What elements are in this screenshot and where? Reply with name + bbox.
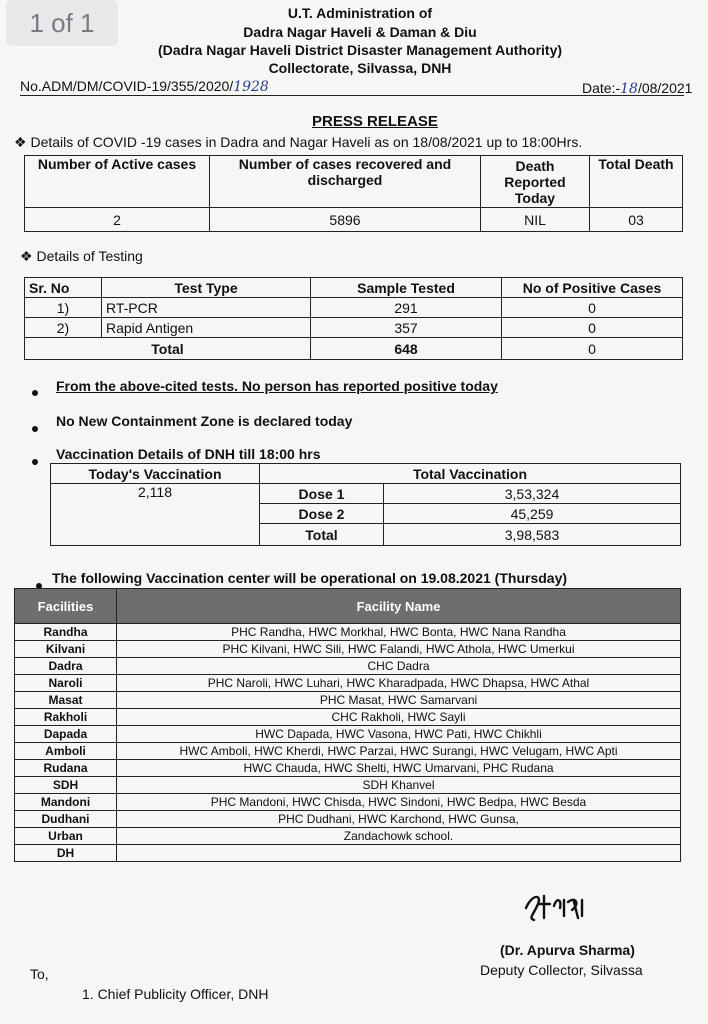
facility-names: PHC Kilvani, HWC Sili, HWC Falandi, HWC Athola, HWC Umerkui [117, 641, 681, 658]
table-row [15, 845, 681, 862]
dose-label: Dose 2 [260, 504, 384, 524]
header-total-death: Total Death [590, 156, 683, 208]
facility-area: Kilvani [15, 641, 117, 658]
facility-area: Naroli [15, 675, 117, 692]
covid-cases-table [24, 155, 683, 232]
facility-area: Rakholi [15, 709, 117, 726]
facility-area: Randha [15, 624, 117, 641]
table-row [15, 777, 681, 794]
facility-area: Masat [15, 692, 117, 709]
bullet-dot-icon [32, 383, 38, 401]
facility-names: HWC Chauda, HWC Shelti, HWC Umarvani, PHC Rudana [117, 760, 681, 777]
dose-label: Dose 1 [260, 484, 384, 504]
facility-names: HWC Dapada, HWC Vasona, HWC Pati, HWC Chikhli [117, 726, 681, 743]
header-line-4: Collectorate, Silvassa, DNH [268, 60, 452, 76]
facility-area: Mandoni [15, 794, 117, 811]
table-row [15, 692, 681, 709]
page-indicator: 1 of 1 [6, 0, 118, 46]
bullet-dot-icon [32, 419, 38, 437]
test-type: RT-PCR [102, 298, 311, 318]
facility-area: Dudhani [15, 811, 117, 828]
table-row [15, 641, 681, 658]
no-positive-statement: From the above-cited tests. No person has reported positive today [56, 378, 498, 394]
reference-handwritten: 1928 [233, 79, 269, 95]
dose-value: 45,259 [384, 504, 681, 524]
today-vaccination-value: 2,118 [51, 484, 260, 546]
facility-area: Dapada [15, 726, 117, 743]
table-row [15, 811, 681, 828]
facility-names: PHC Mandoni, HWC Chisda, HWC Sindoni, HWC Bedpa, HWC Besda [117, 794, 681, 811]
recovered-value: 5896 [210, 208, 481, 232]
facility-names [117, 845, 681, 862]
to-label: To, [30, 966, 49, 982]
table-row [15, 658, 681, 675]
table-row [15, 726, 681, 743]
facility-names: PHC Randha, HWC Morkhal, HWC Bonta, HWC Nana Randha [117, 624, 681, 641]
header-sample-tested: Sample Tested [311, 278, 502, 298]
header-death-today: Death Reported Today [481, 156, 590, 208]
header-sr-no: Sr. No [25, 278, 102, 298]
covid-intro [14, 134, 582, 151]
dose-value: 3,53,324 [384, 484, 681, 504]
positive-cases: 0 [502, 298, 683, 318]
covid-intro-text: Details of COVID -19 cases in Dadra and Nagar Haveli as on 18/08/2021 up to 18:00Hrs. [30, 134, 583, 150]
table-row [15, 760, 681, 777]
total-samples: 648 [311, 338, 502, 360]
vaccination-intro: Vaccination Details of DNH till 18:00 hrs [56, 446, 321, 462]
date-suffix: /08/2021 [637, 80, 693, 96]
date-handwritten: 18 [620, 81, 638, 97]
table-row [15, 794, 681, 811]
header-active-cases: Number of Active cases [25, 156, 210, 208]
header-facilities: Facilities [15, 589, 117, 624]
facility-names: CHC Rakholi, HWC Sayli [117, 709, 681, 726]
signatory-name: (Dr. Apurva Sharma) [500, 942, 635, 958]
facility-table [14, 588, 681, 862]
signatory-designation: Deputy Collector, Silvassa [480, 962, 643, 978]
total-positive: 0 [502, 338, 683, 360]
table-row [25, 298, 683, 318]
diamond-bullet-icon: ❖ [20, 248, 33, 264]
dose-value: 3,98,583 [384, 524, 681, 546]
facility-area: DH [15, 845, 117, 862]
recipient-item: 1. Chief Publicity Officer, DNH [82, 986, 269, 1002]
facility-names: CHC Dadra [117, 658, 681, 675]
facility-area: Rudana [15, 760, 117, 777]
containment-statement: No New Containment Zone is declared today [56, 413, 353, 429]
bullet-dot-icon [32, 452, 38, 470]
facility-area: Dadra [15, 658, 117, 675]
sr-no: 2) [25, 318, 102, 338]
table-row [15, 828, 681, 845]
header-today-vaccination: Today's Vaccination [51, 464, 260, 484]
table-row [15, 624, 681, 641]
centers-intro: The following Vaccination center will be operational on 19.08.2021 (Thursday) [52, 570, 568, 586]
table-row [25, 318, 683, 338]
reference-number [20, 78, 269, 95]
header-recovered: Number of cases recovered and discharged [210, 156, 481, 208]
dose-label: Total [260, 524, 384, 546]
facility-area: SDH [15, 777, 117, 794]
facility-area: Amboli [15, 743, 117, 760]
header-line-3: (Dadra Nagar Haveli District Disaster Management Authority) [157, 42, 563, 58]
table-row [15, 743, 681, 760]
header-line-1: U.T. Administration of [287, 5, 433, 21]
header-total-vaccination: Total Vaccination [260, 464, 681, 484]
facility-names: HWC Amboli, HWC Kherdi, HWC Parzai, HWC Surangi, HWC Velugam, HWC Apti [117, 743, 681, 760]
diamond-bullet-icon: ❖ [14, 134, 27, 150]
header-positive-cases: No of Positive Cases [502, 278, 683, 298]
total-label: Total [25, 338, 311, 360]
facility-names: SDH Khanvel [117, 777, 681, 794]
facility-area: Urban [15, 828, 117, 845]
facility-names: Zandachowk school. [117, 828, 681, 845]
total-death-value: 03 [590, 208, 683, 232]
press-release-title: PRESS RELEASE [312, 113, 438, 130]
total-row [25, 338, 683, 360]
death-today-value: NIL [481, 208, 590, 232]
sr-no: 1) [25, 298, 102, 318]
document-date [582, 80, 692, 97]
testing-intro-text: Details of Testing [36, 248, 143, 264]
table-row [15, 675, 681, 692]
active-cases-value: 2 [25, 208, 210, 232]
vaccination-table [50, 463, 681, 546]
test-type: Rapid Antigen [102, 318, 311, 338]
facility-names: PHC Dudhani, HWC Karchond, HWC Gunsa, [117, 811, 681, 828]
header-line-2: Dadra Nagar Haveli & Daman & Diu [243, 24, 477, 40]
date-prefix: Date:- [582, 80, 621, 96]
facility-names: PHC Naroli, HWC Luhari, HWC Kharadpada, HWC Dhapsa, HWC Athal [117, 675, 681, 692]
testing-intro [20, 248, 143, 265]
table-row [15, 709, 681, 726]
sample-tested: 291 [311, 298, 502, 318]
facility-rows [15, 624, 681, 862]
positive-cases: 0 [502, 318, 683, 338]
header-facility-name: Facility Name [117, 589, 681, 624]
facility-names: PHC Masat, HWC Samarvani [117, 692, 681, 709]
sample-tested: 357 [311, 318, 502, 338]
signature [520, 888, 590, 928]
header-test-type: Test Type [102, 278, 311, 298]
reference-number-text: No.ADM/DM/COVID-19/355/2020/ [20, 78, 234, 94]
testing-table [24, 277, 683, 360]
